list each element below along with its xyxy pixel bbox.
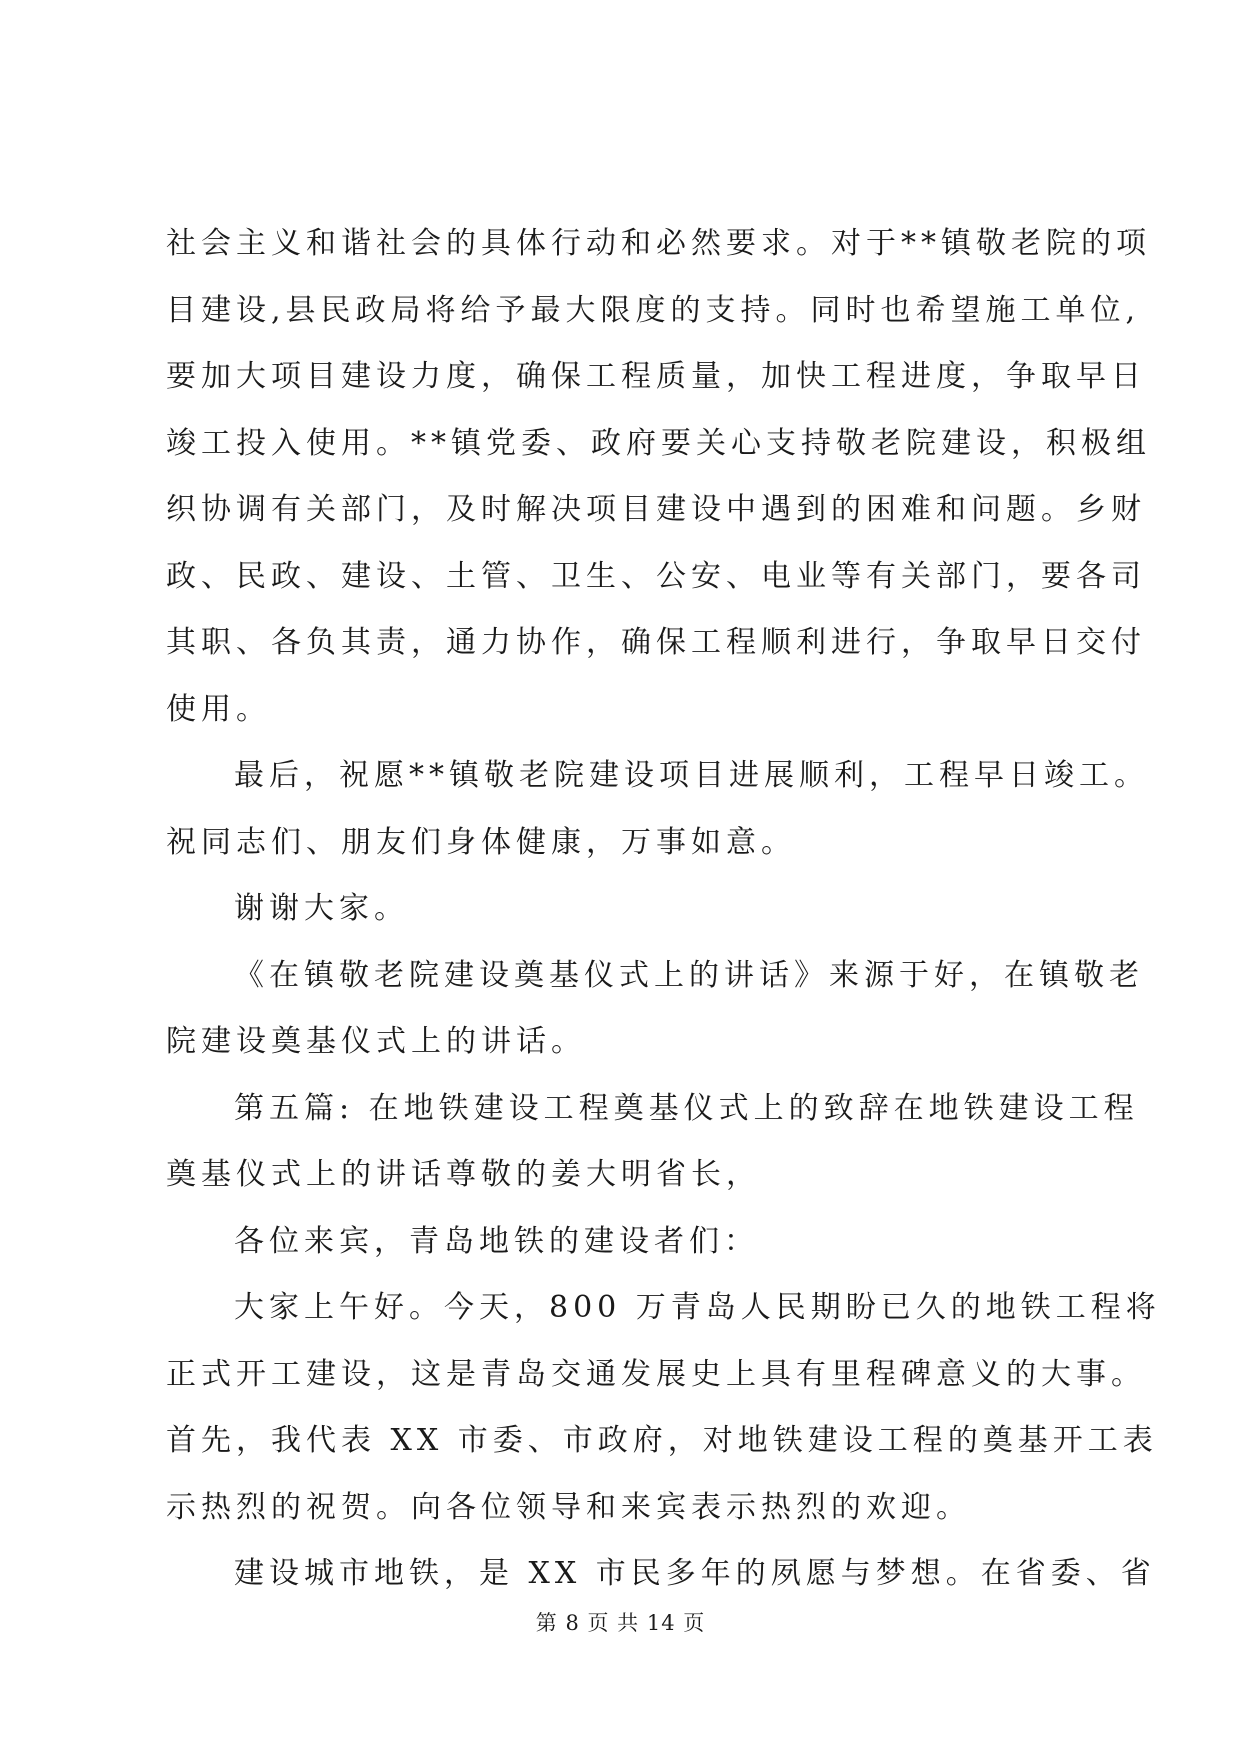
paragraph-start-line: 各位来宾，青岛地铁的建设者们：	[234, 1223, 759, 1259]
paragraph-start-line: 谢谢大家。	[234, 891, 409, 926]
text-line: 院建设奠基仪式上的讲话。	[166, 1024, 586, 1059]
text-line: 政、民政、建设、土管、卫生、公安、电业等有关部门，要各司	[166, 558, 1146, 594]
text-line: 其职、各负其责，通力协作，确保工程顺利进行，争取早日交付	[166, 625, 1146, 660]
section-heading-line: 第五篇: 在地铁建设工程奠基仪式上的致辞在地铁建设工程	[234, 1090, 1139, 1126]
text-line: 使用。	[166, 691, 271, 727]
text-line: 社会主义和谐社会的具体行动和必然要求。对于**镇敬老院的项	[166, 226, 1151, 261]
paragraph-start-line: 大家上午好。今天，800 万青岛人民期盼已久的地铁工程将	[234, 1290, 1161, 1325]
text-line: 祝同志们、朋友们身体健康，万事如意。	[166, 824, 796, 860]
text-line: 织协调有关部门，及时解决项目建设中遇到的困难和问题。乡财	[166, 492, 1146, 527]
text-line: 首先，我代表 XX 市委、市政府，对地铁建设工程的奠基开工表	[166, 1423, 1158, 1458]
document-body	[166, 226, 1161, 1623]
text-line: 竣工投入使用。**镇党委、政府要关心支持敬老院建设，积极组	[166, 425, 1151, 461]
page-number-footer: 第 8 页 共 14 页	[535, 1611, 706, 1635]
text-line: 奠基仪式上的讲话尊敬的姜大明省长，	[166, 1157, 761, 1192]
text-line: 目建设,县民政局将给予最大限度的支持。同时也希望施工单位,	[166, 292, 1141, 328]
paragraph-start-line: 建设城市地铁，是 XX 市民多年的夙愿与梦想。在省委、省	[234, 1556, 1156, 1591]
text-line: 要加大项目建设力度，确保工程质量，加快工程进度，争取早日	[166, 359, 1146, 394]
paragraph-start-line: 最后，祝愿**镇敬老院建设项目进展顺利，工程早日竣工。	[234, 758, 1149, 793]
paragraph-start-line: 《在镇敬老院建设奠基仪式上的讲话》来源于好，在镇敬老	[234, 957, 1144, 993]
text-line: 正式开工建设，这是青岛交通发展史上具有里程碑意义的大事。	[166, 1356, 1146, 1392]
text-line: 示热烈的祝贺。向各位领导和来宾表示热烈的欢迎。	[166, 1489, 971, 1525]
